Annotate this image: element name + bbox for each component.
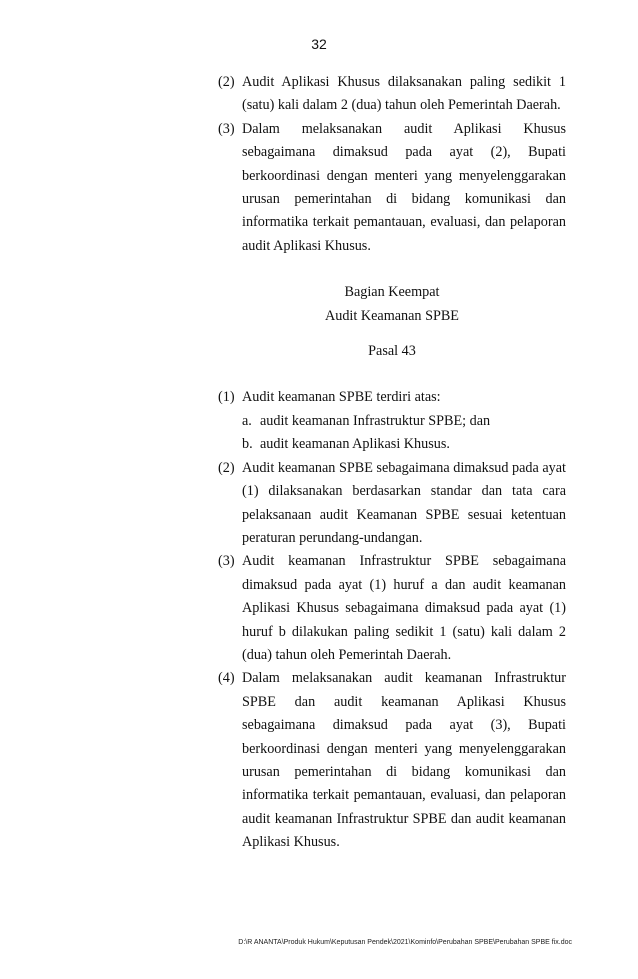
list-item xyxy=(218,550,566,667)
document-body xyxy=(218,71,566,855)
item-number: (2) xyxy=(218,74,235,90)
item-number: (2) xyxy=(218,459,235,476)
item-text: Dalam melaksanakan audit keamanan Infrastruktur SPBE dan audit keamanan Aplikasi Khusus sebagaimana dimaksud pada ayat (3), Bupati berkoordinasi dengan menteri yang menyelenggarakan urusan pemerintahan di bidang komunikasi dan informatika terkait pemantauan, evaluasi, dan pelaporan audit keamanan Infrastruktur SPBE dan audit keamanan Aplikasi Khusus. xyxy=(242,670,566,851)
item-text: Dalam melaksanakan audit Aplikasi Khusus sebagaimana dimaksud pada ayat (2), Bupati berkoordinasi dengan menteri yang menyelenggarakan urusan pemerintahan di bidang komunikasi dan informatika terkait pemantauan, evaluasi, dan pelaporan audit Aplikasi Khusus. xyxy=(242,120,566,254)
sub-list-item xyxy=(218,410,566,433)
item-text: Audit keamanan SPBE sebagaimana dimaksud pada ayat (1) dilaksanakan berdasarkan standar dan tata cara pelaksanaan audit Keamanan SPBE sesuai ketentuan peraturan perundang-undangan. xyxy=(242,459,566,546)
item-text: Audit keamanan SPBE terdiri atas: xyxy=(242,389,441,406)
sub-item-letter: b. xyxy=(242,436,253,453)
part-title: Audit Keamanan SPBE xyxy=(325,307,459,324)
page-number: 32 xyxy=(311,36,327,52)
item-text: Audit Aplikasi Khusus dilaksanakan paling sedikit 1 (satu) kali dalam 2 (dua) tahun oleh Pemerintah Daerah. xyxy=(242,74,566,114)
article-heading: Pasal 43 xyxy=(368,343,416,360)
item-number: (1) xyxy=(218,389,235,406)
list-item xyxy=(218,667,566,854)
part-heading: Bagian Keempat xyxy=(344,284,440,301)
list-item xyxy=(218,457,566,551)
item-number: (3) xyxy=(218,553,235,570)
item-text: Audit keamanan Infrastruktur SPBE sebagaimana dimaksud pada ayat (1) huruf a dan audit keamanan Aplikasi Khusus sebagaimana dimaksud pada ayat (1) huruf b dilakukan paling sedikit 1 (satu) kali dalam 2 (dua) tahun oleh Pemerintah Daerah. xyxy=(242,553,566,663)
sub-item-letter: a. xyxy=(242,412,252,429)
item-number: (3) xyxy=(218,120,235,137)
list-item xyxy=(218,386,566,409)
footer-file-path: D:\R ANANTA\Produk Hukum\Keputusan Pendek\2021\Kominfo\Perubahan SPBE\Perubahan SPBE fix.doc xyxy=(238,939,572,946)
list-item xyxy=(218,118,566,258)
list-item xyxy=(218,71,566,118)
sub-list-item xyxy=(218,433,566,456)
sub-item-text: audit keamanan Infrastruktur SPBE; dan xyxy=(260,412,491,429)
item-number: (4) xyxy=(218,670,235,687)
sub-item-text: audit keamanan Aplikasi Khusus. xyxy=(260,436,450,453)
